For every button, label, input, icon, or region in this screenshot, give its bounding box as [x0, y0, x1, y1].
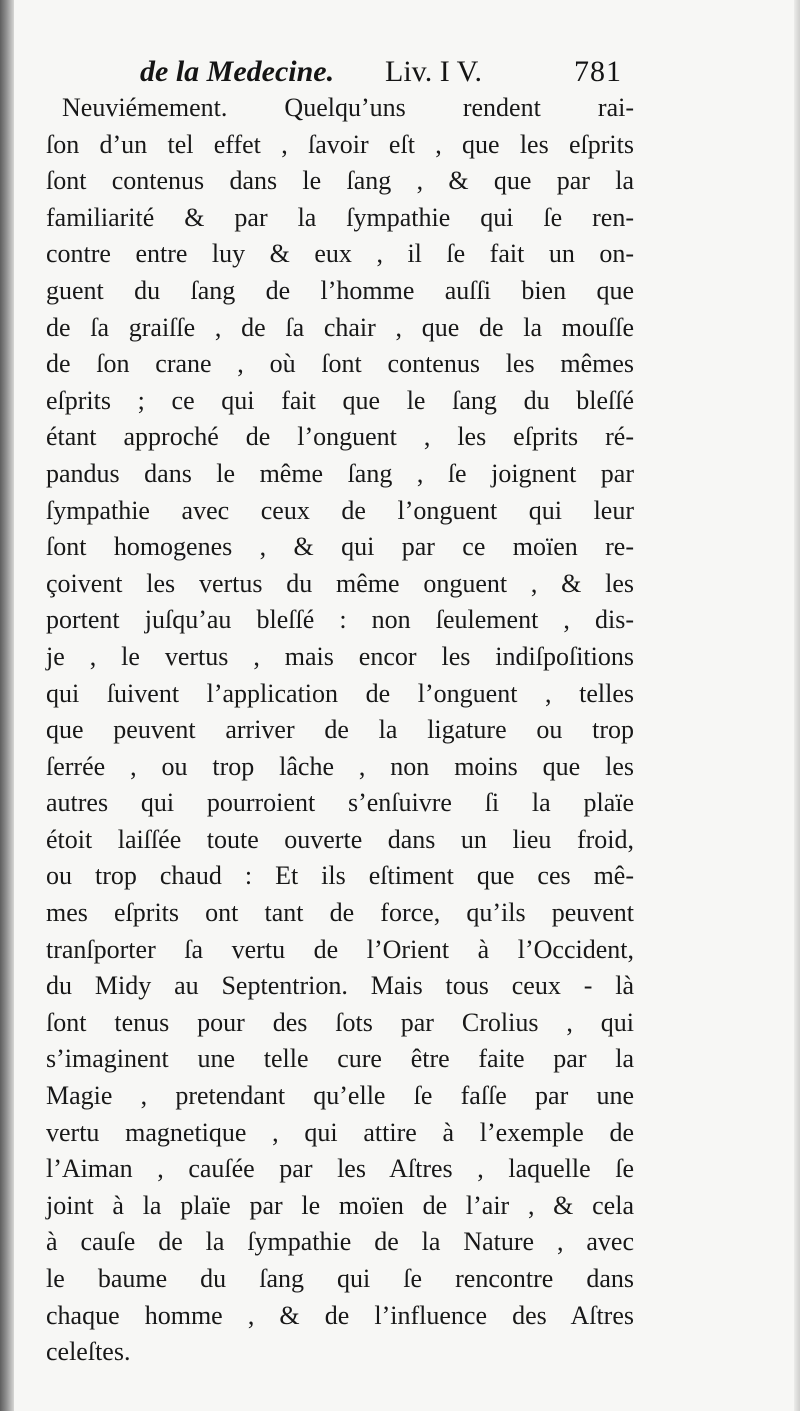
text-line: de ſa graiſſe , de ſa chair , que de la mouſſe	[46, 312, 634, 342]
body-text	[46, 90, 634, 1371]
text-line: chaque homme , & de l’influence des Aſtres	[46, 1300, 634, 1330]
text-line: je , le vertus , mais encor les indiſpoſitions	[46, 641, 634, 671]
text-line: qui ſuivent l’application de l’onguent , telles	[46, 678, 634, 708]
running-head-title: de la Medecine.	[140, 55, 335, 88]
text-line: tranſporter ſa vertu de l’Orient à l’Occident,	[46, 934, 634, 964]
text-line: ſerrée , ou trop lâche , non moins que les	[46, 751, 634, 781]
text-line: guent du ſang de l’homme auſſi bien que	[46, 275, 634, 305]
text-line: ſont homogenes , & qui par ce moïen re-	[46, 532, 634, 562]
text-line: étoit laiſſée toute ouverte dans un lieu froid,	[46, 824, 634, 854]
text-line: joint à la plaïe par le moïen de l’air , & cela	[46, 1190, 634, 1220]
text-line: ſont contenus dans le ſang , & que par la	[46, 166, 634, 196]
running-head	[140, 50, 622, 94]
text-line: du Midy au Septentrion. Mais tous ceux - là	[46, 971, 634, 1001]
text-line: çoivent les vertus du même onguent , & les	[46, 568, 634, 598]
text-line: étant approché de l’onguent , les eſprits ré-	[46, 422, 634, 452]
text-line: eſprits ; ce qui fait que le ſang du bleſſé	[46, 385, 634, 415]
text-line: familiarité & par la ſympathie qui ſe ren-	[46, 202, 634, 232]
text-line: pandus dans le même ſang , ſe joignent par	[46, 458, 634, 488]
text-line: Neuviémement. Quelqu’uns rendent rai-	[62, 93, 634, 122]
text-line: le baume du ſang qui ſe rencontre dans	[46, 1264, 634, 1293]
text-line: mes eſprits ont tant de force, qu’ils peuvent	[46, 898, 634, 928]
text-line: à cauſe de la ſympathie de la Nature , avec	[46, 1227, 634, 1257]
running-head-book: Liv. I V.	[385, 55, 482, 88]
text-line: vertu magnetique , qui attire à l’exemple de	[46, 1117, 634, 1147]
text-line: ou trop chaud : Et ils eſtiment que ces mê-	[46, 861, 634, 891]
text-line: l’Aiman , cauſée par les Aſtres , laquelle ſe	[46, 1154, 634, 1184]
text-line: Magie , pretendant qu’elle ſe faſſe par une	[46, 1081, 634, 1111]
binding-shadow	[0, 0, 14, 1411]
text-line: s’imaginent une telle cure être faite par la	[46, 1044, 634, 1074]
page-edge-shadow	[794, 0, 800, 1411]
text-line: celeſtes.	[46, 1337, 131, 1367]
text-line: ſont tenus pour des ſots par Crolius , qui	[46, 1007, 634, 1037]
page-number: 781	[574, 55, 622, 88]
text-line: autres qui pourroient s’enſuivre ſi la plaïe	[46, 788, 634, 818]
text-line: ſon d’un tel effet , ſavoir eſt , que les eſprits	[46, 129, 634, 159]
text-line: de ſon crane , où ſont contenus les mêmes	[46, 349, 634, 379]
text-line: que peuvent arriver de la ligature ou trop	[46, 715, 634, 745]
text-line: ſympathie avec ceux de l’onguent qui leur	[46, 495, 634, 525]
text-line: contre entre luy & eux , il ſe fait un on-	[46, 239, 634, 269]
text-line: portent juſqu’au bleſſé : non ſeulement , dis-	[46, 605, 634, 635]
